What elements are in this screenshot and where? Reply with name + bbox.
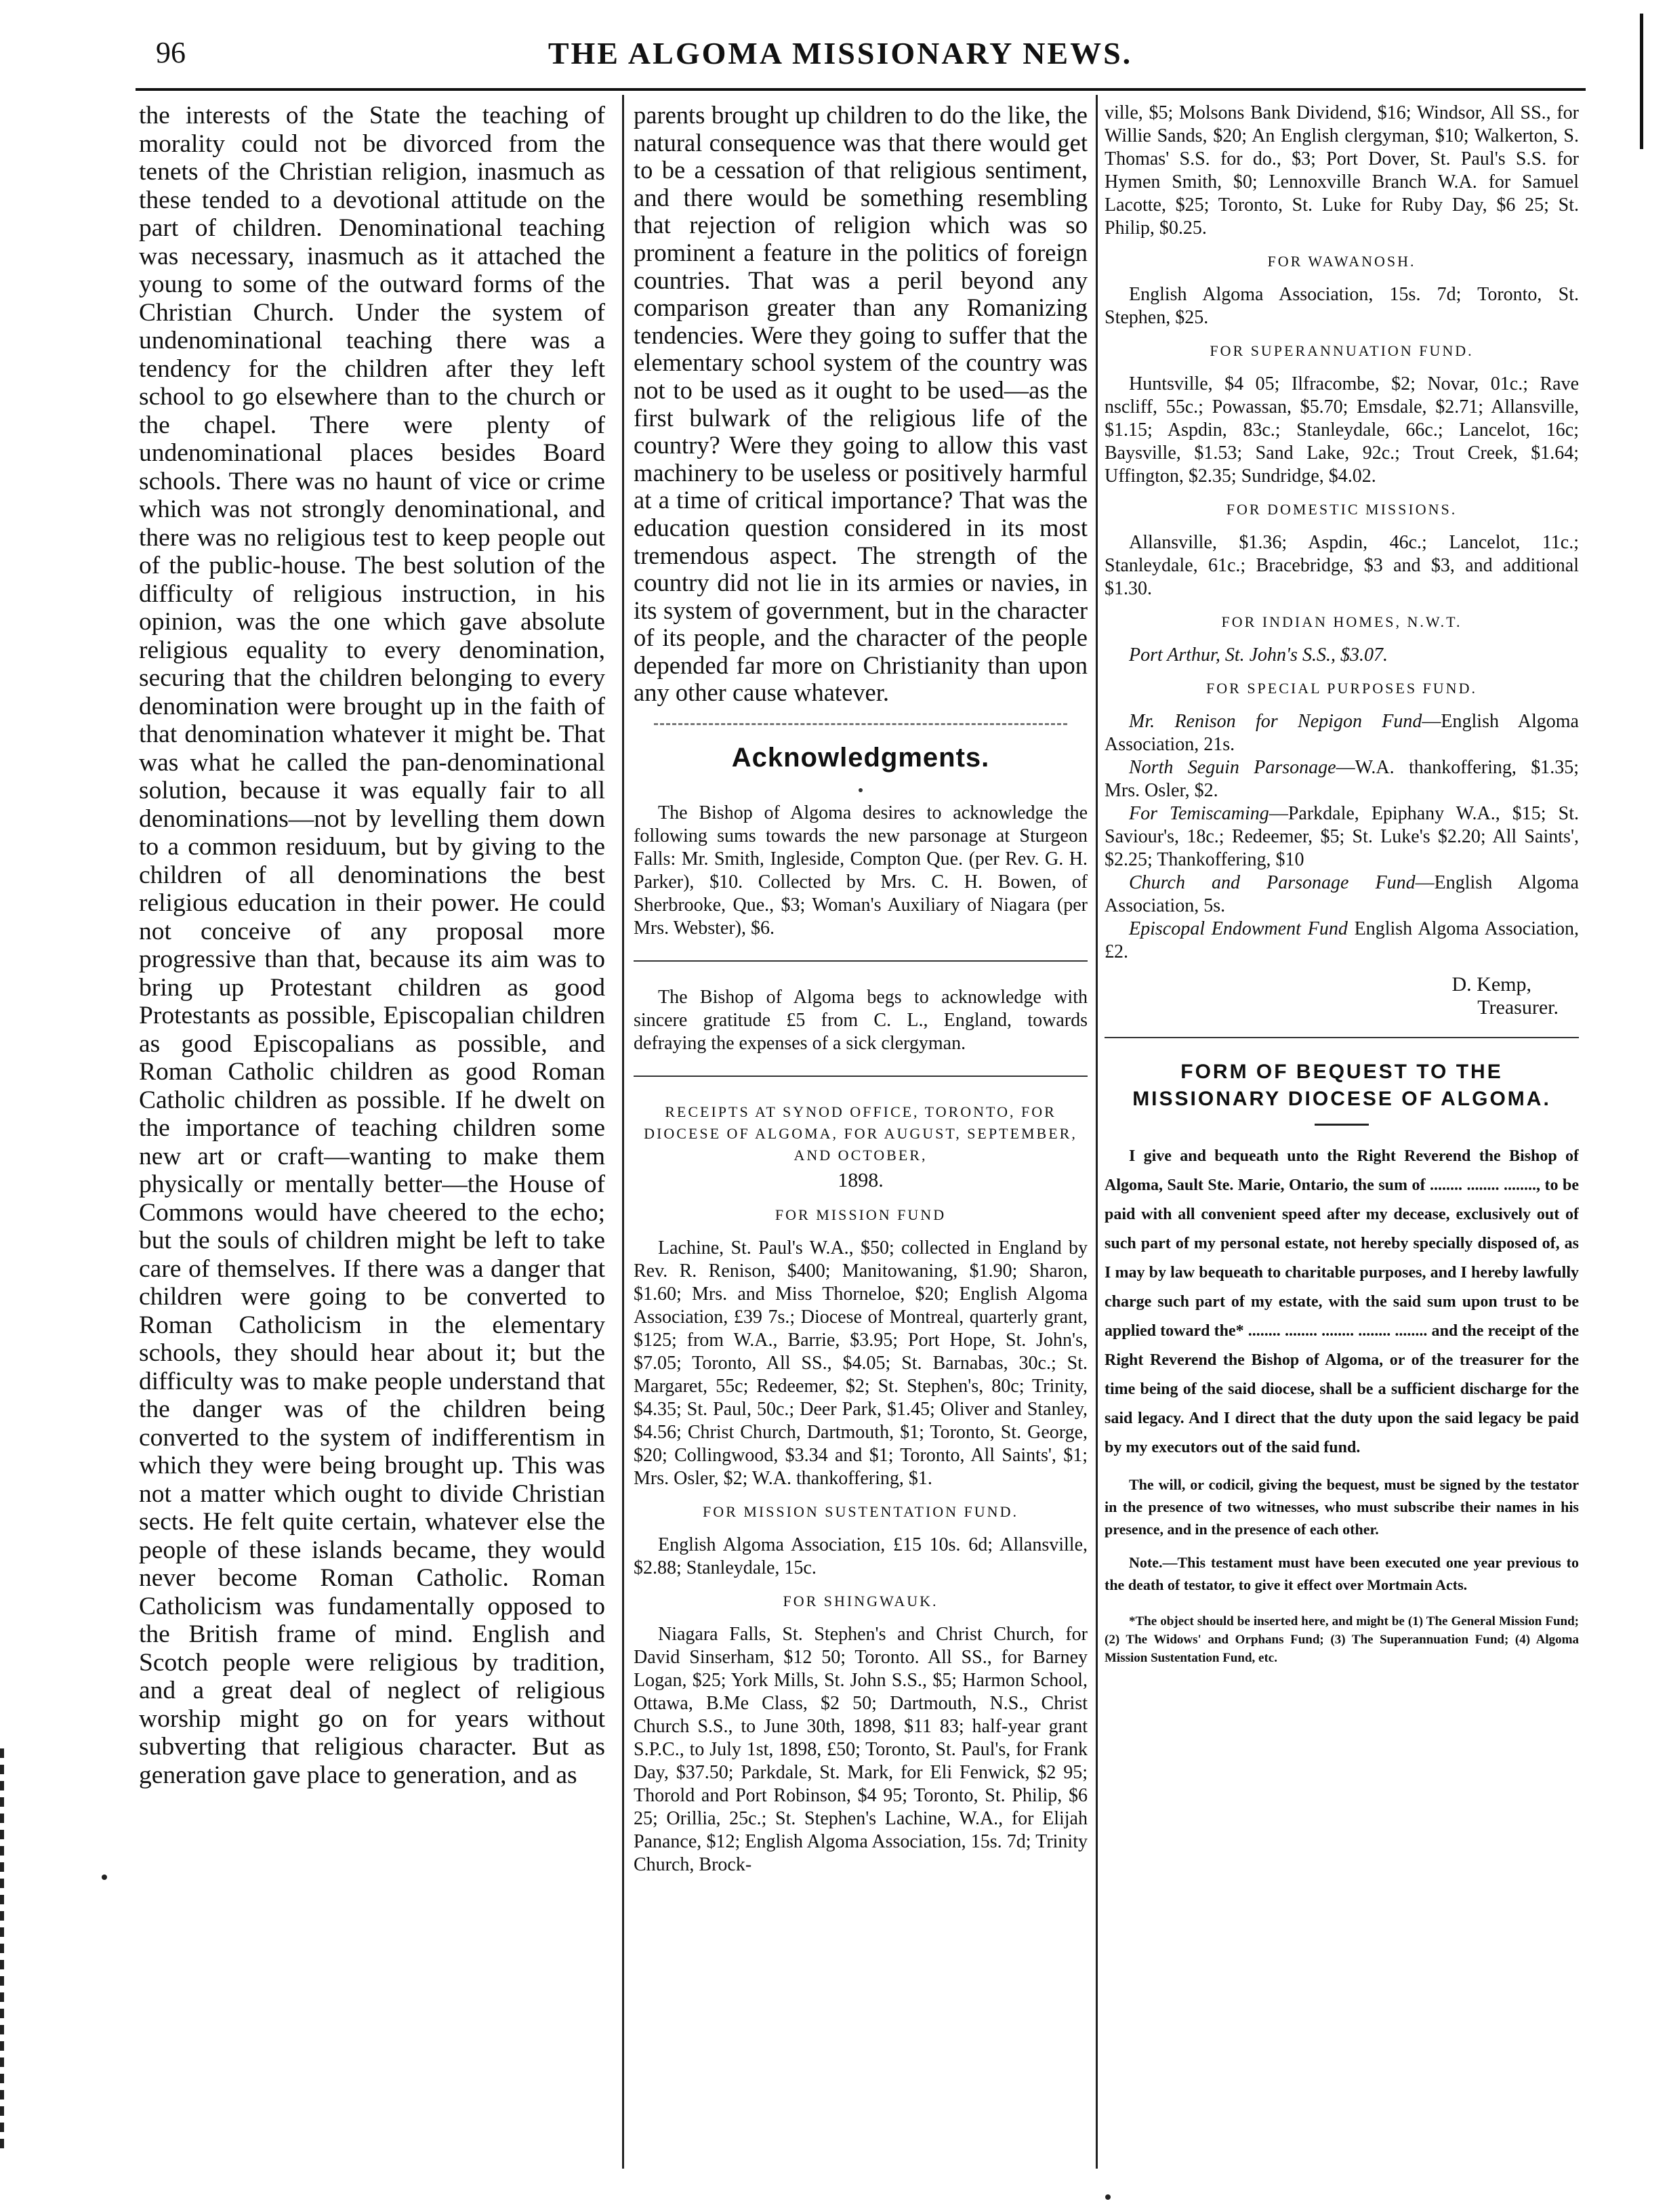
wawanosh-list: English Algoma Association, 15s. 7d; Toronto, St. Stephen, $25.: [1105, 284, 1579, 328]
special-purpose-4: Church and Parsonage Fund—English Algoma Association, 5s.: [1105, 872, 1579, 916]
receipts-year: 1898.: [838, 1169, 884, 1192]
column-3: [1105, 102, 1579, 1667]
receipts-heading: RECEIPTS AT SYNOD OFFICE, TORONTO, FOR DIOCESE OF ALGOMA, FOR AUGUST, SEPTEMBER, AND OCTOBER,: [644, 1103, 1077, 1164]
special-purpose-1: Mr. Renison for Nepigon Fund—English Algoma Association, 21s.: [1105, 711, 1579, 755]
column-1: [139, 102, 605, 2169]
domestic-missions-list: Allansville, $1.36; Aspdin, 46c.; Lancelot, 11c.; Stanleydale, 61c.; Bracebridge, $3 and $3, and additional $1.30.: [1105, 532, 1579, 599]
mortmain-note: Note.—This testament must have been executed one year previous to the death of testator, to give it effect over Mortmain Acts.: [1105, 1554, 1579, 1593]
mission-fund-heading: FOR MISSION FUND: [775, 1206, 947, 1224]
special-purpose-3: For Temiscaming—Parkdale, Epiphany W.A., $15; St. Saviour's, 18c.; Redeemer, $5; St. Luke's $2.20; All Saints', $2.25; Thankoffering, $10: [1105, 803, 1579, 870]
margin-dot: [102, 1875, 107, 1880]
will-instructions: The will, or codicil, giving the bequest, must be signed by the testator in the presence of two witnesses, who must subscribe their names in his presence, and in the presence of each other.: [1105, 1476, 1579, 1538]
running-title: THE ALGOMA MISSIONARY NEWS.: [548, 36, 1133, 70]
bottom-dot: [1105, 2194, 1111, 2200]
column-rule-1: [622, 95, 624, 2169]
shingwauk-list: Niagara Falls, St. Stephen's and Christ Church, for David Sinserham, $12 50; Toronto. All SS., for Barney Logan, $25; York Mills, St. John S.S., $5; Harmon School, Ottawa, B.Me Class, $2 50; Dartmouth, N.S., Christ Church S.S., to June 30th, 1898, $11 83; half-year grant S.P.C., to July 1st, 1898, £50; Toronto, St. Paul's, for Frank Day, $37.50; Parkdale, St. Mark, for Eli Fenwick, $2 95; Thorold and Port Robinson, $4 95; Toronto, St. Philip, $6 25; Orillia, 25c.; St. Stephen's Lachine, W.A., for Elijah Panance, $12; English Algoma Association, 15s. 7d; Trinity Church, Brock-: [634, 1624, 1088, 1876]
superannuation-list: Huntsville, $4 05; Ilfracombe, $2; Novar, 01c.; Rave nscliff, 55c.; Powassan, $5.70; Emsdale, $2.71; Allansville, $1.15; Aspdin, 83c.; Stanleydale, 66c.; Lancelot, 16c; Baysville, $1.53; Sand Lake, 92c.; Trout Creek, $1.64; Uffington, $2.35; Sundridge, $4.02.: [1105, 373, 1579, 487]
header-rule: [136, 88, 1586, 91]
divider: [634, 960, 1088, 962]
sustentation-list: English Algoma Association, £15 10s. 6d; Allansville, $2.88; Stanleydale, 15c.: [634, 1534, 1088, 1579]
treasurer-name: D. Kemp,: [1451, 973, 1531, 996]
special-purpose-5: Episcopal Endowment Fund English Algoma Association, £2.: [1105, 918, 1579, 962]
divider-dot: [859, 788, 863, 792]
treasurer-title: Treasurer.: [1477, 996, 1559, 1019]
bequest-title: FORM OF BEQUEST TO THE MISSIONARY DIOCESE OF ALGOMA.: [1132, 1061, 1551, 1110]
binding-edge: [0, 1748, 4, 2155]
page-header: [122, 35, 1559, 96]
divider: [1105, 1037, 1579, 1038]
acknowledgment-1: The Bishop of Algoma desires to acknowledge the following sums towards the new parsonage at Sturgeon Falls: Mr. Smith, Ingleside, Compton Que. (per Rev. G. H. Parker), $10. Collected by Mrs. C. H. Bowen, of Sherbrooke, Que., $3; Woman's Auxiliary of Niagara (per Mrs. Webster), $6.: [634, 802, 1088, 939]
domestic-missions-heading: FOR DOMESTIC MISSIONS.: [1226, 501, 1458, 518]
indian-homes-heading: FOR INDIAN HOMES, N.W.T.: [1221, 613, 1462, 630]
page-number: 96: [156, 36, 186, 69]
mission-fund-list: Lachine, St. Paul's W.A., $50; collected in England by Rev. R. Renison, $400; Manitowaning, $1.90; Sharon, $1.60; Mrs. and Miss Thorneloe, $20; English Algoma Association, £39 7s.; Diocese of Montreal, quarterly grant, $125; from W.A., Barrie, $3.95; Port Hope, St. John's, $7.05; Toronto, All SS., $4.05; St. Barnabas, 30c.; St. Margaret, 55c; Redeemer, $2; St. Stephen's, 80c; Trinity, $4.35; St. Paul, 50c.; Deer Park, $1.45; Oliver and Stanley, $4.56; Christ Church, Dartmouth, $1; Toronto, St. George, $20; Collingwood, $3.34 and $1; Toronto, All Saints', $1; Mrs. Osler, $2; W.A. thankoffering, $1.: [634, 1237, 1088, 1490]
special-purpose-2: North Seguin Parsonage—W.A. thankoffering, $1.35; Mrs. Osler, $2.: [1105, 757, 1579, 801]
article-text-col2: parents brought up children to do the like, the natural consequence was that there would get to be a cessation of that religious sentiment, and there would be something resembling that rejection of religion which was so prominent a feature in the politics of foreign countries. That was a peril beyond any comparison greater than any Romanizing tendencies. Were they going to suffer that the elementary school system of the country was not to be used as it ought to be used—as the first bulwark of the religious life of the country? Were they going to allow this vast machinery to be useless or positively harmful at a time of critical importance? That was the education question considered in its most tremendous aspect. The strength of the country did not lie in its armies or navies, in its system of government, but in the character of its people, and the character of the people depended far more on Christianity than upon any other cause whatever.: [634, 102, 1088, 707]
shingwauk-heading: FOR SHINGWAUK.: [783, 1593, 939, 1610]
bequest-rule: [1315, 1124, 1369, 1126]
margin-mark: [1640, 14, 1643, 149]
sustentation-heading: FOR MISSION SUSTENTATION FUND.: [703, 1503, 1018, 1521]
section-divider: [654, 723, 1067, 725]
acknowledgment-2: The Bishop of Algoma begs to acknowledge with sincere gratitude £5 from C. L., England, towards defraying the expenses of a sick clergyman.: [634, 987, 1088, 1054]
column-rule-2: [1096, 95, 1098, 2169]
wawanosh-heading: FOR WAWANOSH.: [1267, 253, 1416, 270]
shingwauk-list-continued: ville, $5; Molsons Bank Dividend, $16; Windsor, All SS., for Willie Sands, $20; An English clergyman, $10; Walkerton, S. Thomas' S.S. for do., $3; Port Dover, St. Paul's S.S. for Hymen Smith, $0; Lennoxville Branch W.A. for Samuel Lacotte, $25; Toronto, St. Luke for Ruby Day, $6 25; St. Philip, $0.25.: [1105, 102, 1579, 239]
divider: [634, 1076, 1088, 1077]
bequest-footnote: *The object should be inserted here, and might be (1) The General Mission Fund; (2) The Widows' and Orphans Fund; (3) The Superannuation Fund; (4) Algoma Mission Sustentation Fund, etc.: [1105, 1614, 1579, 1665]
column-2: [634, 102, 1088, 1877]
special-purposes-heading: FOR SPECIAL PURPOSES FUND.: [1206, 680, 1477, 697]
indian-homes-list: Port Arthur, St. John's S.S., $3.07.: [1129, 644, 1388, 665]
bequest-form-text: I give and bequeath unto the Right Reverend the Bishop of Algoma, Sault Ste. Marie, Ontario, the sum of ........ ........ ........, to be paid with all convenient speed after my decease, exclusively out of such part of my personal estate, not hereby specially disposed of, as I may by law bequeath to charitable purposes, and I hereby lawfully charge such part of my estate, with the said sum upon trust to be applied toward the* ........ ........ ........ ........ ........ and the receipt of the Right Reverend the Bishop of Algoma, or of the treasurer for the time being of the said diocese, shall be a sufficient discharge for the said legacy. And I direct that the duty upon the said legacy be paid by my executors out of the said fund.: [1105, 1147, 1579, 1456]
acknowledgments-title: Acknowledgments.: [731, 743, 990, 773]
superannuation-heading: FOR SUPERANNUATION FUND.: [1210, 342, 1474, 359]
article-text-col1: the interests of the State the teaching of morality could not be divorced from the tenets of the Christian religion, inasmuch as these tended to a devotional attitude on the part of children. Denominational teaching was necessary, inasmuch as it attached the young to some of the outward forms of the Christian Church. Under the system of undenominational teaching there was a tendency for the children after they left school to go elsewhere than to the church or the chapel. There were plenty of undenominational places besides Board schools. There was no haunt of vice or crime which was not strongly denominational, and there was no religious test to keep people out of the public-house. The best solution of the difficulty of religious instruction, in his opinion, was the one which gave absolute religious equality to every denomination, securing that the children belonging to every denomination were brought up in the faith of that denomination whatever it might be. That was what he called the pan-denominational solution, because it was equally fair to all denominations—not by levelling them down to a common residuum, but by giving to the children of all denominations the best religious education in their power. He could not conceive of any proposal more progressive than that, because its aim was to bring up Protestant children as good Protestants as possible, Episcopalian children as good Episcopalians as possible, and Roman Catholic children as good Roman Catholic children as possible. If he dwelt on the importance of teaching children some new art or craft—wanting to make them physically or mentally better—the House of Commons would have cheered to the echo; but the souls of children might be left to take care of themselves. If there was a danger that children were going to be converted to Roman Catholicism in the elementary schools, they should hear about it; but the difficulty was to make people understand that the danger was of the children being converted to the system of indifferentism in which they were being brought up. This was not a matter which ought to divide Christian sects. He felt quite certain, whatever else the people of these islands became, they would never become Roman Catholic. Roman Catholicism was fundamentally opposed to the British frame of mind. English and Scotch people were religious by tradition, and a great deal of neglect of religious worship might go on for years without subverting that religious character. But as generation gave place to generation, and as: [139, 102, 605, 1789]
